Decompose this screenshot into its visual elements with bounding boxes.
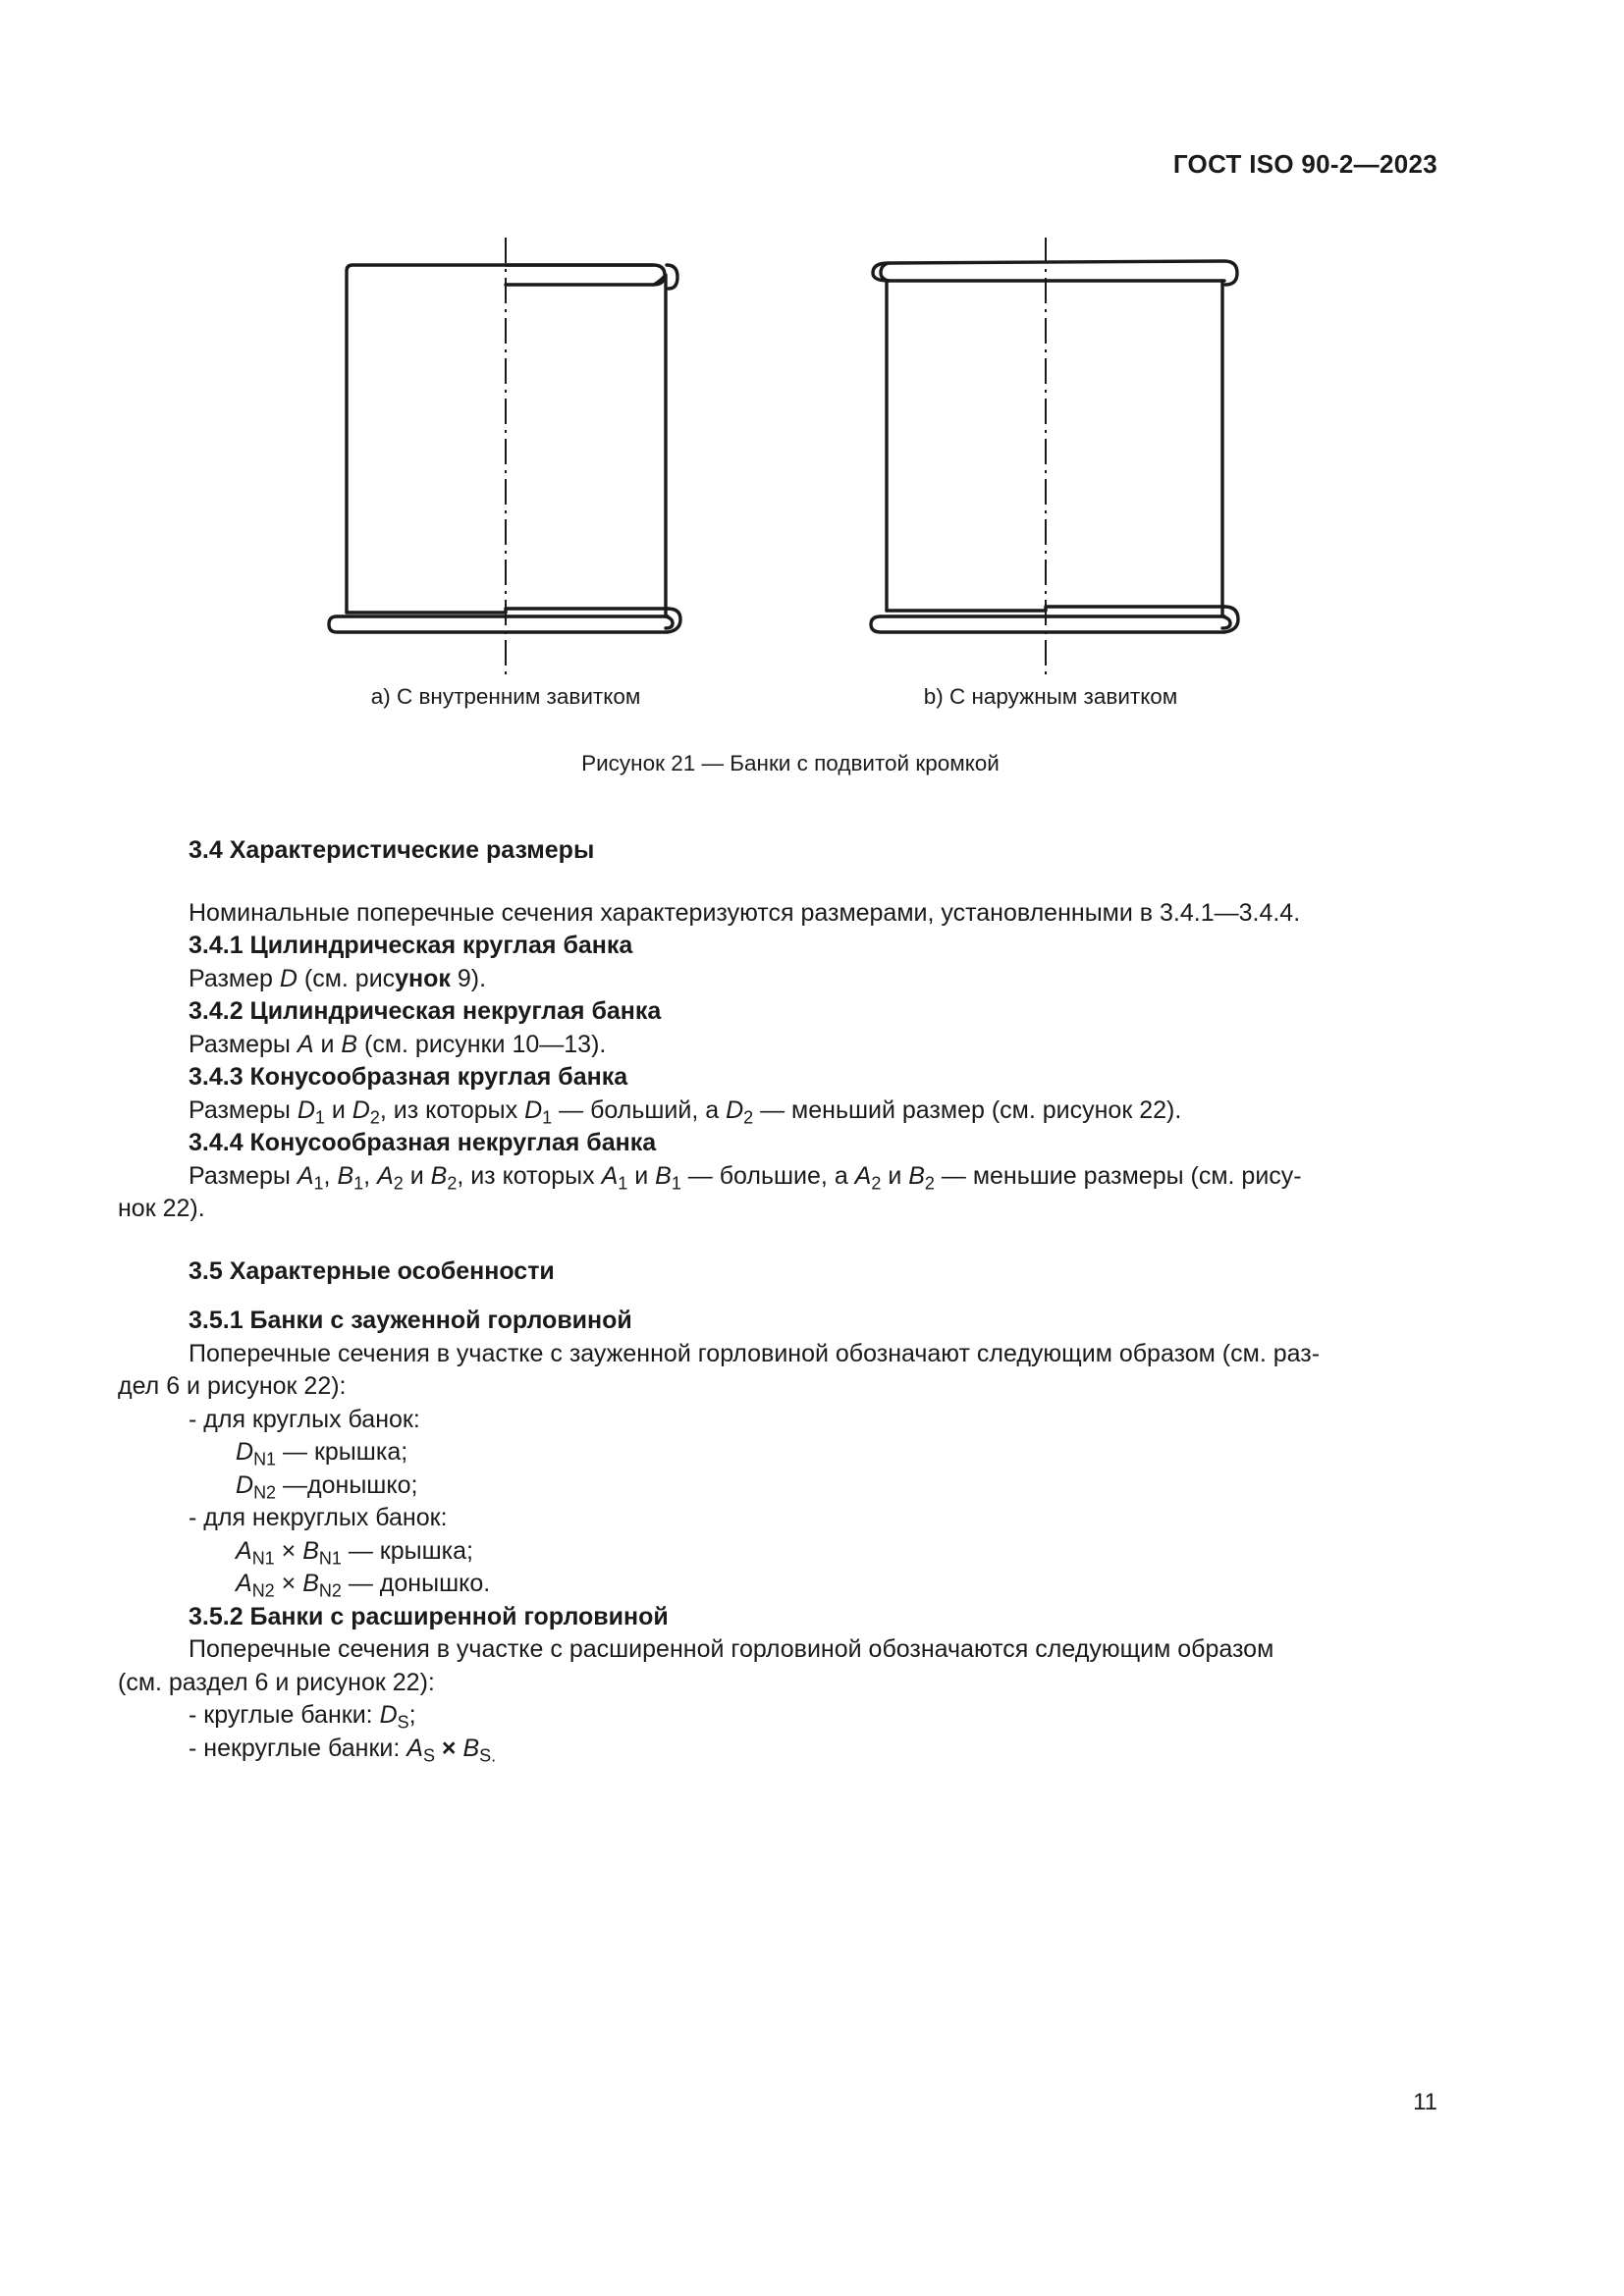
section-3-4-4-text-cont: нок 22). <box>118 1195 205 1222</box>
section-3-5-1-text: Поперечные сечения в участке с зауженной горловиной обозначают следующим образом (см. раз- <box>189 1339 1321 1367</box>
section-3-4-3-heading: 3.4.3 Конусообразная круглая банка <box>189 1063 628 1091</box>
figure-a-caption: а) С внутренним завитком <box>370 684 641 709</box>
can-outer-curl-drawing <box>859 234 1252 685</box>
an2-item: $A_{N2} \times B_{N2}$ — донышко. <box>236 1570 491 1601</box>
can-inner-curl-drawing <box>319 234 692 685</box>
section-3-5-2-text-cont: (см. раздел 6 и рисунок 22): <box>118 1668 435 1696</box>
section-3-5-heading: 3.5 Характерные особенности <box>189 1256 555 1285</box>
section-3-5-2-heading: 3.5.2 Банки с расширенной горловиной <box>189 1602 669 1630</box>
as-item: - некруглые банки: $A_S \times B_{S.}$ <box>189 1734 497 1765</box>
ds-item: - круглые банки: $D_S$; <box>189 1701 416 1733</box>
figure-b-outer-curl <box>859 234 1252 685</box>
page-number: 11 <box>1413 2089 1437 2115</box>
section-3-4-1-heading: 3.4.1 Цилиндрическая круглая банка <box>189 932 633 959</box>
body-text <box>118 834 1438 1765</box>
dn2-item: $D_{N2}$ —донышко; <box>236 1470 418 1502</box>
round-cans-label: - для круглых банок: <box>189 1405 420 1433</box>
figure-caption: Рисунок 21 — Банки с подвитой кромкой <box>581 751 1000 775</box>
section-3-4-1-text: Размер D (см. рисунок 9). <box>189 964 487 992</box>
section-3-4-4-heading: 3.4.4 Конусообразная некруглая банка <box>189 1129 657 1156</box>
section-3-5-1-heading: 3.5.1 Банки с зауженной горловиной <box>189 1307 632 1334</box>
figure-a-inner-curl <box>319 234 692 685</box>
nonround-cans-label: - для некруглых банок: <box>189 1504 448 1531</box>
section-3-4-3-text: Размеры $D_1$ и $D_2$, из которых $D_1$ — больший, а $D_2$ — меньший размер (см. рисунок 22). <box>189 1095 1182 1127</box>
section-3-5-1-text-cont: дел 6 и рисунок 22): <box>118 1372 347 1400</box>
section-3-4-2-text: Размеры A и B (см. рисунки 10—13). <box>189 1030 607 1058</box>
figure-b-caption: b) С наружным завитком <box>923 684 1178 709</box>
dn1-item: $D_{N1}$ — крышка; <box>236 1438 408 1469</box>
section-3-4-heading: 3.4 Характеристические размеры <box>189 836 595 864</box>
section-3-4-4-text: Размеры $A_1$, $B_1$, $A_2$ и $B_2$, из которых $A_1$ и $B_1$ — большие, а $A_2$ и $B_2$ — меньшие размеры (см. рису- <box>189 1161 1302 1193</box>
section-3-4-2-heading: 3.4.2 Цилиндрическая некруглая банка <box>189 997 662 1025</box>
an1-item: $A_{N1} \times B_{N1}$ — крышка; <box>236 1536 474 1568</box>
section-3-4-intro: Номинальные поперечные сечения характеризуются размерами, установленными в 3.4.1—3.4.4. <box>189 898 1301 927</box>
section-3-5-2-text: Поперечные сечения в участке с расширенной горловиной обозначаются следующим образом <box>189 1635 1274 1663</box>
document-id: ГОСТ ISO 90-2—2023 <box>1172 149 1437 179</box>
